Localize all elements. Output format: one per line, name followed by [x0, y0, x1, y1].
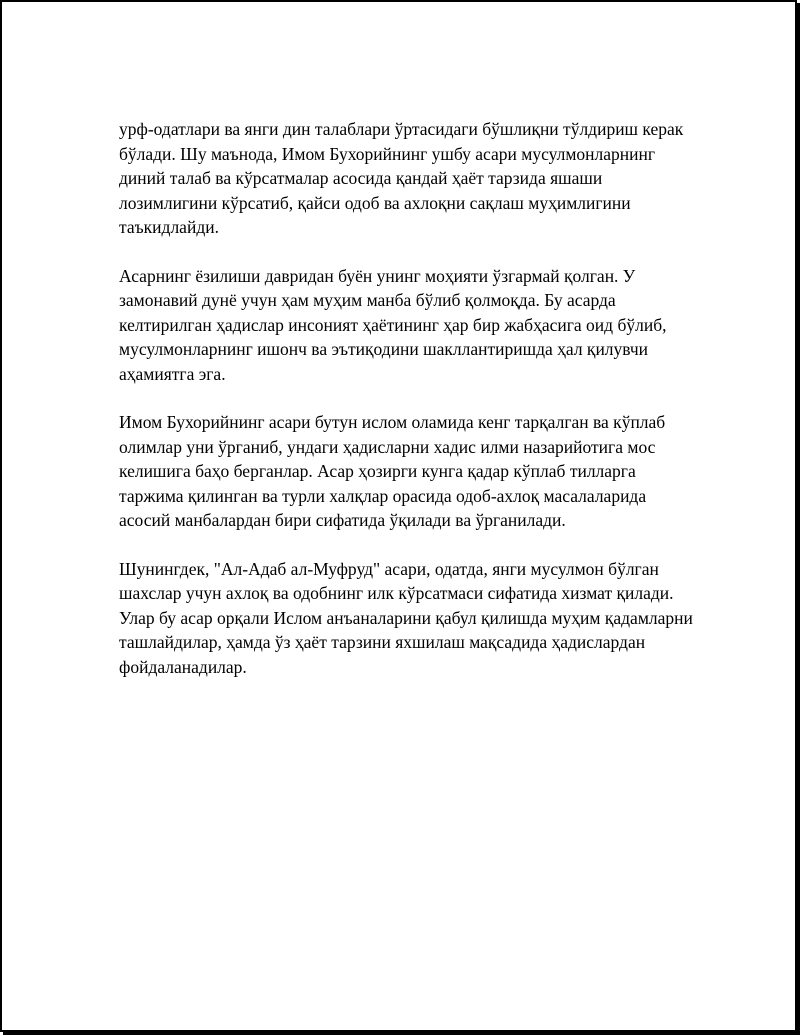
paragraph-1: урф-одатлари ва янги дин талаблари ўртасидаги бўшлиқни тўлдириш керак бўлади. Шу маънода, Имом Бухорийнинг ушбу асари мусулмонларнинг диний талаб ва кўрсатмалар асосида қандай ҳаёт тарзида яшаши лозимлигини кўрсатиб, қайси одоб ва ахлоқни сақлаш муҳимлигини таъкидлайди.	[119, 119, 684, 237]
paragraph-2: Асарнинг ёзилиши давридан буён унинг моҳияти ўзгармай қолган. У замонавий дунё учун ҳам муҳим манба бўлиб қолмоқда. Бу асарда келтирилган ҳадислар инсоният ҳаётининг ҳар бир жабҳасига оид бўлиб, мусулмонларнинг ишонч ва эътиқодини шакллантиришда ҳал қилувчи аҳамиятга эга.	[119, 265, 667, 384]
document-body	[119, 117, 699, 703]
paragraph-4: Шунингдек, "Ал-Адаб ал-Муфруд" асари, одатда, янги мусулмон бўлган шахслар учун ахлоқ ва одобнинг илк кўрсатмаси сифатида хизмат қилади. Улар бу асар орқали Ислом анъаналарини қабул қилишда муҳим қадамларни ташлайдилар, ҳамда ўз ҳаёт тарзини яхшилаш мақсадида ҳадислардан фойдаланадилар.	[119, 558, 693, 677]
paragraph-3: Имом Бухорийнинг асари бутун ислом оламида кенг тарқалган ва кўплаб олимлар уни ўрганиб, ундаги ҳадисларни хадис илми назарийотига мос келишига баҳо берганлар. Асар ҳозирги кунга қадар кўплаб тилларга таржима қилинган ва турли халқлар орасида одоб-ахлоқ масалаларида асосий манбалардан бири сифатида ўқилади ва ўрганилади.	[119, 412, 666, 530]
